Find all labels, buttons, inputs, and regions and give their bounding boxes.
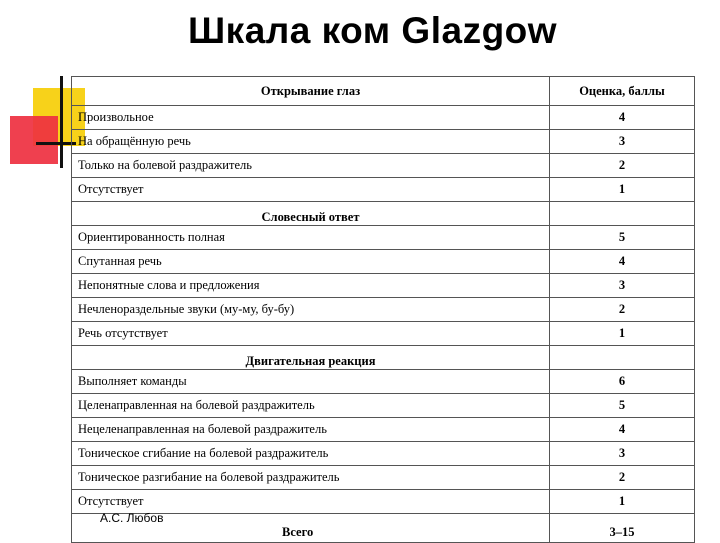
row-score: 2 (550, 298, 695, 322)
row-label: Ориентированность полная (72, 226, 550, 250)
table-row (72, 442, 695, 466)
author-name: А.С. Любов (100, 511, 164, 525)
empty-cell (550, 346, 695, 370)
empty-cell (550, 202, 695, 226)
row-label: Спутанная речь (72, 250, 550, 274)
row-score: 3 (550, 130, 695, 154)
row-score: 5 (550, 394, 695, 418)
row-score: 6 (550, 370, 695, 394)
header-eyes: Открывание глаз (72, 77, 550, 106)
row-score: 2 (550, 154, 695, 178)
row-score: 4 (550, 418, 695, 442)
section-motor: Двигательная реакция (72, 346, 550, 370)
row-label: Только на болевой раздражитель (72, 154, 550, 178)
row-score: 1 (550, 178, 695, 202)
row-score: 3 (550, 274, 695, 298)
slide-title: Шкала ком Glazgow (188, 10, 558, 51)
table-row (72, 418, 695, 442)
row-label: Речь отсутствует (72, 322, 550, 346)
table-row (72, 226, 695, 250)
row-label: Отсутствует (72, 490, 550, 514)
row-score: 5 (550, 226, 695, 250)
row-score: 2 (550, 466, 695, 490)
table-row (72, 466, 695, 490)
row-label: На обращённую речь (72, 130, 550, 154)
row-label: Непонятные слова и предложения (72, 274, 550, 298)
table-row (72, 490, 695, 514)
section-header-row (72, 202, 695, 226)
row-label: Нечленораздельные звуки (му-му, бу-бу) (72, 298, 550, 322)
row-score: 1 (550, 490, 695, 514)
section-verbal: Словесный ответ (72, 202, 550, 226)
table-row (72, 130, 695, 154)
header-score: Оценка, баллы (550, 77, 695, 106)
decor-vertical-line (60, 76, 63, 168)
row-label: Целенаправленная на болевой раздражитель (72, 394, 550, 418)
decor-red-square (10, 116, 58, 164)
row-label: Тоническое сгибание на болевой раздражитель (72, 442, 550, 466)
row-label: Отсутствует (72, 178, 550, 202)
table-row (72, 394, 695, 418)
row-score: 4 (550, 250, 695, 274)
row-score: 1 (550, 322, 695, 346)
table-row (72, 274, 695, 298)
row-label: Выполняет команды (72, 370, 550, 394)
row-label: Произвольное (72, 106, 550, 130)
total-row (72, 514, 695, 543)
glasgow-scale-table (71, 76, 695, 543)
table-row (72, 250, 695, 274)
row-label: Нецеленаправленная на болевой раздражитель (72, 418, 550, 442)
table-header-row (72, 77, 695, 106)
table-row (72, 322, 695, 346)
decor-horizontal-line (36, 142, 76, 145)
row-score: 3 (550, 442, 695, 466)
row-label: Тоническое разгибание на болевой раздражитель (72, 466, 550, 490)
table-row (72, 154, 695, 178)
table-row (72, 298, 695, 322)
row-score: 4 (550, 106, 695, 130)
table-row (72, 178, 695, 202)
total-label: Всего (72, 514, 550, 543)
total-value: 3–15 (550, 514, 695, 543)
section-header-row (72, 346, 695, 370)
table-row (72, 370, 695, 394)
table-row (72, 106, 695, 130)
